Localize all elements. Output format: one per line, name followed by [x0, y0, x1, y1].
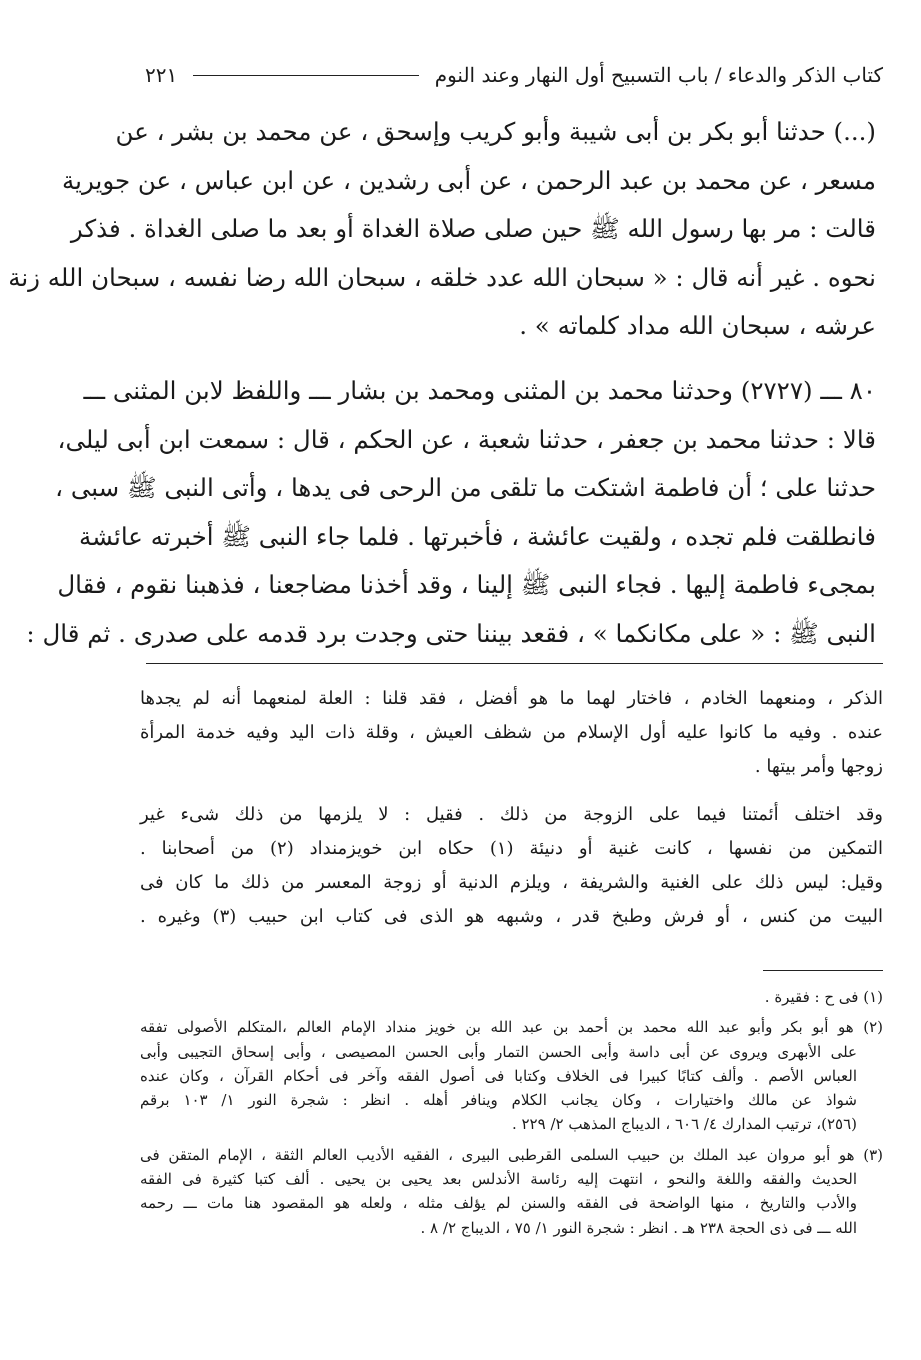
- text-line: البيت من كنس ، أو فرش وطبخ قدر ، وشبهه هو الذى فى كتاب ابن حبيب (٣) وغيره .: [140, 906, 884, 927]
- footnotes: [140, 985, 883, 1246]
- footnote-separator: [763, 970, 883, 971]
- commentary-paragraph-1: [140, 682, 883, 784]
- footnote-line: الحديث والفقه واللغة والنحو ، انتهت إليه رئاسة الأندلس بعد يحيى بن يحيى . ألف كتبا كثيرة فى الفقه: [140, 1170, 857, 1189]
- footnote-line: (٢٥٦)، ترتيب المدارك ٤/ ٦٠٦ ، الديباج المذهب ٢/ ٢٢٩ .: [511, 1115, 857, 1134]
- text-line: فانطلقت فلم تجده ، ولقيت عائشة ، فأخبرتها . فلما جاء النبى ﷺ أخبرته عائشة: [79, 521, 876, 551]
- footnote-line: (٣) هو أبو مروان عبد الملك بن حبيب السلمى القرطبى البيرى ، الفقيه الأديب العالم الثقة ، الإمام المتقن فى: [140, 1145, 883, 1164]
- footnote-2: [140, 1015, 883, 1136]
- text-line: قالا : حدثنا محمد بن جعفر ، حدثنا شعبة ، عن الحكم ، قال : سمعت ابن أبى ليلى،: [57, 424, 876, 454]
- main-separator: [146, 663, 883, 664]
- text-line: عنده . وفيه ما كانوا عليه أول الإسلام من شظف العيش ، وقلة ذات اليد وفيه خدمة المرأة: [140, 722, 883, 743]
- running-header: [145, 55, 883, 95]
- footnote-3: [140, 1143, 883, 1240]
- footnote-line: والأدب والتاريخ ، منها الواضحة فى الفقه والسنن لم يؤلف مثله ، ولعله هو المقصود هنا مات ـــ رحمه: [140, 1194, 857, 1213]
- text-line: زوجها وأمر بيتها .: [754, 756, 883, 777]
- text-line: وقد اختلف أئمتنا فيما على الزوجة من ذلك . فقيل : لا يلزمها من ذلك شىء غير: [140, 804, 883, 825]
- hadith-text: [8, 108, 876, 659]
- footnote-line: (١) فى ح : فقيرة .: [764, 988, 883, 1006]
- text-line: (...) حدثنا أبو بكر بن أبى شيبة وأبو كريب وإسحق ، عن محمد بن بشر ، عن: [115, 117, 876, 146]
- footnote-1: [140, 985, 883, 1009]
- footnote-line: على الأبهرى ويروى عن أبى داسة وأبى الحسن التمار وأبى الحسن المصيصى ، وأبى إسحاق التجيبى وأبى: [140, 1042, 857, 1061]
- text-line: بمجىء فاطمة إليها . فجاء النبى ﷺ إلينا ، وقد أخذنا مضاجعنا ، فذهبنا نقوم ، فقال: [57, 570, 876, 600]
- text-line: حدثنا على ؛ أن فاطمة اشتكت ما تلقى من الرحى فى يدها ، وأتى النبى ﷺ سبى ،: [55, 473, 876, 503]
- text-line: التمكين من نفسها ، كانت غنية أو دنيئة (١) حكاه ابن خويزمنداد (٢) من أصحابنا .: [140, 838, 883, 859]
- footnote-line: شواذ عن مالك واختيارات ، وكان يجانب الكلام وينافر أهله . انظر : شجرة النور ١/ ١٠٣ برقم: [140, 1091, 857, 1110]
- text-line: قالت : مر بها رسول الله ﷺ حين صلى صلاة الغداة أو بعد ما صلى الغداة . فذكر: [70, 214, 876, 244]
- hadith-paragraph-1: [8, 108, 876, 351]
- running-title: كتاب الذكر والدعاء / باب التسبيح أول النهار وعند النوم: [434, 63, 883, 87]
- header-rule: [193, 75, 418, 76]
- footnote-line: الله ـــ فى ذى الحجة ٢٣٨ هـ . انظر : شجرة النور ١/ ٧٥ ، الديباج ٢/ ٨ .: [420, 1218, 857, 1237]
- commentary-paragraph-2: [140, 798, 883, 934]
- footnote-line: العباس الأصم . وألف كتابًا كبيرا فى الخلاف وكتابا فى أصول الفقه وآخر فى أحكام القرآن ، وكان عنده: [140, 1066, 857, 1085]
- text-line: الذكر ، ومنعهما الخادم ، فاختار لهما ما هو أفضل ، فقد قلنا : العلة لمنعهما أنه لم يجدها: [140, 688, 883, 709]
- text-line: ٨٠ ـــ (٢٧٢٧) وحدثنا محمد بن المثنى ومحمد بن بشار ـــ واللفظ لابن المثنى ـــ: [83, 375, 876, 405]
- text-line: عرشه ، سبحان الله مداد كلماته » .: [519, 311, 876, 341]
- text-line: النبى ﷺ : « على مكانكما » ، فقعد بيننا حتى وجدت برد قدمه على صدرى . ثم قال :: [26, 618, 876, 648]
- text-line: نحوه . غير أنه قال : « سبحان الله عدد خلقه ، سبحان الله رضا نفسه ، سبحان الله زنة: [8, 262, 876, 292]
- commentary-text: [140, 682, 883, 934]
- text-line: مسعر ، عن محمد بن عبد الرحمن ، عن أبى رشدين ، عن ابن عباس ، عن جويرية: [62, 165, 876, 195]
- page-number: ٢٢١: [145, 63, 178, 87]
- hadith-paragraph-2: [26, 367, 876, 659]
- footnote-line: (٢) هو أبو بكر وأبو عبد الله محمد بن أحمد بن عبد الله بن خويز منداد الإمام العالم ،المتكلم الأصولى تفقه: [140, 1018, 883, 1037]
- text-line: وقيل: ليس ذلك على الغنية والشريفة ، ويلزم الدنية أو زوجة المعسر من ذلك ما كان فى: [140, 872, 883, 893]
- paragraph-gap: [140, 784, 883, 798]
